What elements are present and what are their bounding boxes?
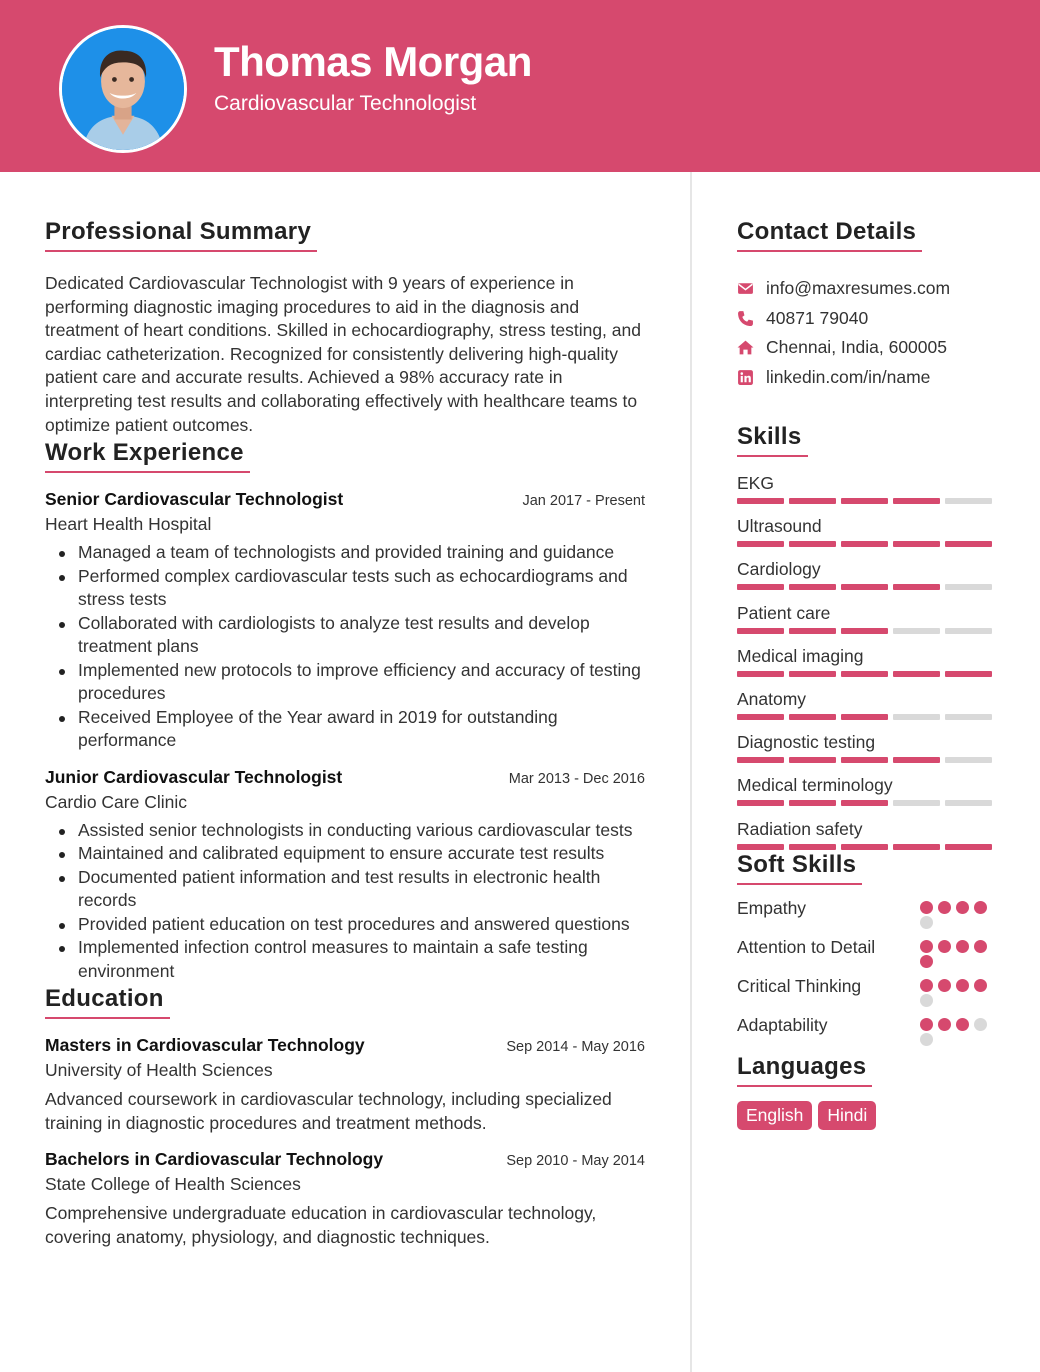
job-bullet: Collaborated with cardiologists to analyze test results and develop treatment plans (45, 612, 645, 659)
soft-skill-item (737, 975, 995, 1007)
skill-rating-segment (789, 541, 836, 547)
job-company: Heart Health Hospital (45, 514, 212, 535)
contact-text: Chennai, India, 600005 (766, 337, 947, 358)
skill-item (737, 687, 995, 730)
skills-section (737, 423, 995, 860)
skill-rating-segment (841, 757, 888, 763)
candidate-name: Thomas Morgan (214, 38, 532, 85)
skill-rating-segment (737, 800, 784, 806)
contact-heading: Contact Details (737, 218, 916, 252)
skill-rating-segment (841, 584, 888, 590)
skill-rating-segment (789, 714, 836, 720)
job-date: Mar 2013 - Dec 2016 (508, 770, 645, 787)
skill-rating-segment (737, 714, 784, 720)
soft-skill-name: Attention to Detail (737, 936, 876, 957)
skill-name: Patient care (737, 602, 831, 623)
soft-skill-item (737, 936, 995, 968)
envelope-icon (737, 280, 754, 297)
soft-skill-rating-dot (938, 940, 951, 953)
job-bullet: Provided patient education on test procedures and answered questions (45, 913, 645, 937)
soft-skill-rating-dot (938, 979, 951, 992)
soft-skill-rating-dot (956, 979, 969, 992)
soft-skill-name: Adaptability (737, 1014, 828, 1035)
skill-rating-segment (789, 844, 836, 850)
skill-rating-segment (945, 800, 992, 806)
soft-skill-name: Critical Thinking (737, 975, 862, 996)
skill-name: EKG (737, 473, 774, 493)
skills-list (737, 471, 995, 860)
skill-rating-segment (893, 757, 940, 763)
soft-skill-rating-dot (956, 1018, 969, 1031)
candidate-title: Cardiovascular Technologist (214, 92, 477, 115)
job-title: Senior Cardiovascular Technologist (45, 489, 344, 510)
skill-name: Ultrasound (737, 516, 822, 537)
soft-skill-rating-dot (974, 901, 987, 914)
contact-linkedin[interactable] (737, 363, 995, 393)
contact-email[interactable] (737, 274, 995, 304)
skill-rating-segment (841, 800, 888, 806)
skill-name: Radiation safety (737, 818, 863, 839)
skill-name: Cardiology (737, 559, 821, 580)
skill-name: Anatomy (737, 688, 807, 709)
job-bullet: Implemented infection control measures to maintain a safe testing environment (45, 936, 645, 983)
education-entry (45, 1035, 645, 1135)
skill-rating-segment (945, 628, 992, 634)
soft-skill-item (737, 897, 995, 929)
contact-address (737, 333, 995, 363)
skill-name: Medical imaging (737, 645, 864, 666)
skill-item (737, 773, 995, 816)
soft-skill-rating (920, 936, 995, 968)
soft-skills-heading: Soft Skills (737, 851, 856, 885)
skill-rating-segment (737, 757, 784, 763)
summary-heading: Professional Summary (45, 218, 311, 252)
soft-skill-rating-dot (920, 1018, 933, 1031)
education-heading: Education (45, 985, 164, 1019)
soft-skill-rating-dot (920, 955, 933, 968)
summary-section (45, 218, 645, 437)
skill-rating-segment (893, 844, 940, 850)
school-name: University of Health Sciences (45, 1060, 273, 1081)
languages-section (737, 1053, 995, 1130)
language-badge: Hindi (818, 1101, 876, 1130)
languages-list (737, 1101, 995, 1130)
languages-heading: Languages (737, 1053, 866, 1087)
skill-rating-segment (737, 541, 784, 547)
education-section (45, 985, 645, 1249)
education-entry (45, 1149, 645, 1249)
soft-skill-rating-dot (974, 940, 987, 953)
skill-item (737, 644, 995, 687)
soft-skills-section (737, 851, 995, 1046)
school-name: State College of Health Sciences (45, 1174, 301, 1195)
soft-skill-rating-dot (974, 1018, 987, 1031)
contact-section (737, 218, 995, 392)
job-title: Junior Cardiovascular Technologist (45, 766, 343, 787)
skill-rating-segment (841, 498, 888, 504)
degree-title: Masters in Cardiovascular Technology (45, 1035, 365, 1056)
contact-text: 40871 79040 (766, 307, 869, 328)
soft-skill-rating (920, 975, 995, 1007)
soft-skill-rating-dot (920, 940, 933, 953)
skill-rating-bar (737, 628, 995, 634)
degree-date: Sep 2014 - May 2016 (506, 1039, 645, 1056)
skill-rating-bar (737, 714, 995, 720)
job-bullets (45, 819, 645, 984)
degree-description: Advanced coursework in cardiovascular technology, including specialized training in diagnostic procedures and treatment methods. (45, 1089, 612, 1134)
skill-rating-segment (789, 757, 836, 763)
skill-name: Diagnostic testing (737, 732, 876, 753)
soft-skills-list (737, 897, 995, 1046)
skill-rating-segment (893, 800, 940, 806)
skill-rating-segment (789, 800, 836, 806)
skill-rating-bar (737, 757, 995, 763)
soft-skill-rating-dot (938, 1018, 951, 1031)
job-bullets (45, 541, 645, 753)
experience-heading: Work Experience (45, 439, 244, 473)
skill-rating-segment (789, 671, 836, 677)
job-company: Cardio Care Clinic (45, 791, 187, 812)
skill-rating-segment (737, 584, 784, 590)
skill-rating-segment (737, 844, 784, 850)
sidebar-column (737, 172, 995, 1130)
skill-rating-bar (737, 584, 995, 590)
skill-rating-segment (945, 757, 992, 763)
skill-rating-segment (789, 498, 836, 504)
skill-rating-segment (789, 584, 836, 590)
soft-skill-rating-dot (920, 1033, 933, 1046)
skill-rating-segment (841, 714, 888, 720)
skill-rating-segment (789, 628, 836, 634)
skill-rating-segment (893, 541, 940, 547)
skill-item (737, 514, 995, 557)
skill-rating-segment (841, 671, 888, 677)
soft-skill-name: Empathy (737, 897, 807, 918)
skill-name: Medical terminology (737, 775, 893, 796)
job-bullet: Managed a team of technologists and provided training and guidance (45, 541, 645, 565)
skill-rating-segment (737, 671, 784, 677)
profile-photo-icon (62, 28, 184, 150)
experience-section (45, 439, 645, 983)
soft-skill-rating-dot (920, 916, 933, 929)
soft-skill-rating-dot (956, 901, 969, 914)
skill-rating-bar (737, 498, 995, 504)
skill-item (737, 730, 995, 773)
soft-skill-rating-dot (920, 901, 933, 914)
skill-rating-segment (737, 498, 784, 504)
skill-item (737, 557, 995, 600)
contact-text: info@maxresumes.com (766, 278, 951, 299)
contact-list (737, 274, 995, 392)
linkedin-icon (737, 369, 754, 386)
skill-rating-segment (841, 844, 888, 850)
column-divider (690, 172, 692, 1372)
skill-rating-segment (893, 498, 940, 504)
job-bullet: Implemented new protocols to improve efficiency and accuracy of testing procedures (45, 659, 645, 706)
skill-rating-segment (945, 541, 992, 547)
skill-rating-bar (737, 671, 995, 677)
avatar (59, 25, 187, 153)
contact-text: linkedin.com/in/name (766, 366, 931, 387)
phone-icon (737, 310, 754, 327)
summary-text: Dedicated Cardiovascular Technologist with 9 years of experience in performing diagnostic imaging procedures to aid in the diagnosis and treatment of heart conditions. Skilled in echocardiography, stress testing, and cardiac catheterization. Recognized for consistently delivering high-quality patient care and accurate results. Achieved a 98% accuracy rate in interpreting test results and collaborating effectively with healthcare teams to optimize patient outcomes. (45, 273, 641, 435)
job-bullet: Maintained and calibrated equipment to ensure accurate test results (45, 842, 645, 866)
skill-rating-segment (893, 628, 940, 634)
skill-rating-bar (737, 844, 995, 850)
degree-date: Sep 2010 - May 2014 (506, 1153, 645, 1170)
skill-rating-segment (945, 584, 992, 590)
skill-item (737, 601, 995, 644)
skill-rating-segment (945, 844, 992, 850)
soft-skill-rating-dot (920, 979, 933, 992)
soft-skill-rating (920, 897, 995, 929)
degree-description: Comprehensive undergraduate education in cardiovascular technology, covering anatomy, physiology, and diagnostic techniques. (45, 1203, 597, 1248)
soft-skill-rating-dot (956, 940, 969, 953)
skill-rating-segment (893, 714, 940, 720)
job-bullet: Received Employee of the Year award in 2019 for outstanding performance (45, 706, 645, 753)
soft-skill-rating-dot (974, 979, 987, 992)
skill-rating-bar (737, 800, 995, 806)
job-entry (45, 489, 645, 753)
job-bullet: Performed complex cardiovascular tests such as echocardiograms and stress tests (45, 565, 645, 612)
job-date: Jan 2017 - Present (522, 493, 645, 510)
skill-rating-segment (737, 628, 784, 634)
skill-rating-segment (945, 714, 992, 720)
soft-skill-rating-dot (938, 901, 951, 914)
job-bullet: Documented patient information and test results in electronic health records (45, 866, 645, 913)
job-entry (45, 767, 645, 984)
skill-rating-bar (737, 541, 995, 547)
skill-rating-segment (893, 671, 940, 677)
skill-rating-segment (945, 498, 992, 504)
soft-skill-item (737, 1014, 995, 1046)
contact-phone[interactable] (737, 304, 995, 334)
skill-rating-segment (841, 541, 888, 547)
soft-skill-rating (920, 1014, 995, 1046)
degree-title: Bachelors in Cardiovascular Technology (45, 1149, 384, 1170)
main-column (45, 172, 645, 1249)
home-icon (737, 339, 754, 356)
job-bullet: Assisted senior technologists in conducting various cardiovascular tests (45, 819, 645, 843)
header-banner (0, 0, 1040, 172)
language-badge: English (737, 1101, 812, 1130)
skill-rating-segment (841, 628, 888, 634)
skill-item (737, 471, 995, 514)
skill-rating-segment (893, 584, 940, 590)
soft-skill-rating-dot (920, 994, 933, 1007)
skills-heading: Skills (737, 423, 802, 457)
skill-rating-segment (945, 671, 992, 677)
